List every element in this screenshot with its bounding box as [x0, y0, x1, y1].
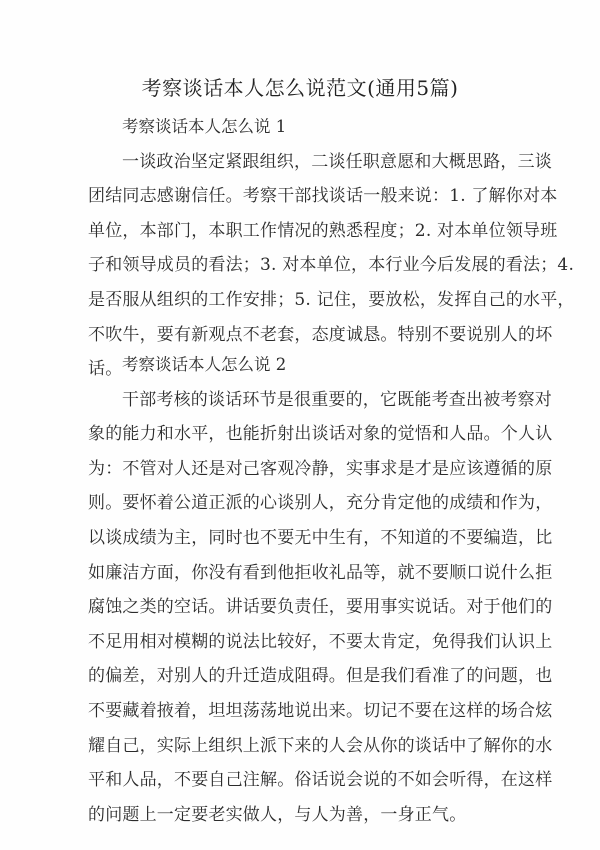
- paragraph-line: 的偏差，对别人的升迁造成阻碍。但是我们看准了的问题，也: [88, 666, 553, 687]
- paragraph-line: 单位，本部门，本职工作情况的熟悉程度；2. 对本单位领导班: [88, 220, 558, 241]
- paragraph-line: 为：不管对人还是对己客观冷静，实事求是才是应该遵循的原: [88, 458, 553, 479]
- paragraph-line: 平和人品，不要自己注解。俗话说会说的不如会听得，在这样: [88, 770, 553, 791]
- paragraph-line: 是否服从组织的工作安排；5. 记住，要放松，发挥自己的水平，: [88, 289, 575, 310]
- paragraph-line: 的问题上一定要老实做人，与人为善，一身正气。: [88, 804, 467, 825]
- paragraph-line: 团结同志感谢信任。考察干部找谈话一般来说：1. 了解你对本: [88, 186, 558, 207]
- paragraph-line: 子和领导成员的看法；3. 对本单位，本行业今后发展的看法；4.: [88, 255, 575, 276]
- section-1: [88, 110, 575, 387]
- paragraph-line: 腐蚀之类的空话。讲话要负责任，要用事实说话。对于他们的: [88, 597, 553, 618]
- paragraph-line: 干部考核的谈话环节是很重要的，它既能考查出被考察对: [122, 389, 552, 410]
- paragraph-line: 话。: [88, 359, 123, 380]
- paragraph-line: 一谈政治坚定紧跟组织，二谈任职意愿和大概思路，三谈: [122, 151, 552, 172]
- paragraph-line: 如廉洁方面，你没有看到他拒收礼品等，就不要顺口说什么拒: [88, 562, 553, 583]
- paragraph-line: 耀自己，实际上组织上派下来的人会从你的谈话中了解你的水: [88, 735, 553, 756]
- document-title: 考察谈话本人怎么说范文(通用5篇): [141, 76, 459, 100]
- paragraph-line: 不吹牛，要有新观点不老套，态度诚恳。特别不要说别人的坏: [88, 324, 553, 345]
- paragraph-line: 象的能力和水平，也能折射出谈话对象的觉悟和人品。个人认: [88, 424, 553, 445]
- paragraph-line: 则。要怀着公道正派的心谈别人，充分肯定他的成绩和作为，: [88, 493, 553, 514]
- section-2: [88, 348, 553, 832]
- paragraph-line: 不足用相对模糊的说法比较好，不要太肯定，免得我们认识上: [88, 631, 553, 652]
- paragraph-line: 以谈成绩为主，同时也不要无中生有，不知道的不要编造，比: [88, 527, 553, 548]
- section-heading: 考察谈话本人怎么说 1: [122, 117, 287, 136]
- section-heading: 考察谈话本人怎么说 2: [122, 355, 287, 374]
- paragraph-line: 不要藏着掖着，坦坦荡荡地说出来。切记不要在这样的场合炫: [88, 700, 553, 721]
